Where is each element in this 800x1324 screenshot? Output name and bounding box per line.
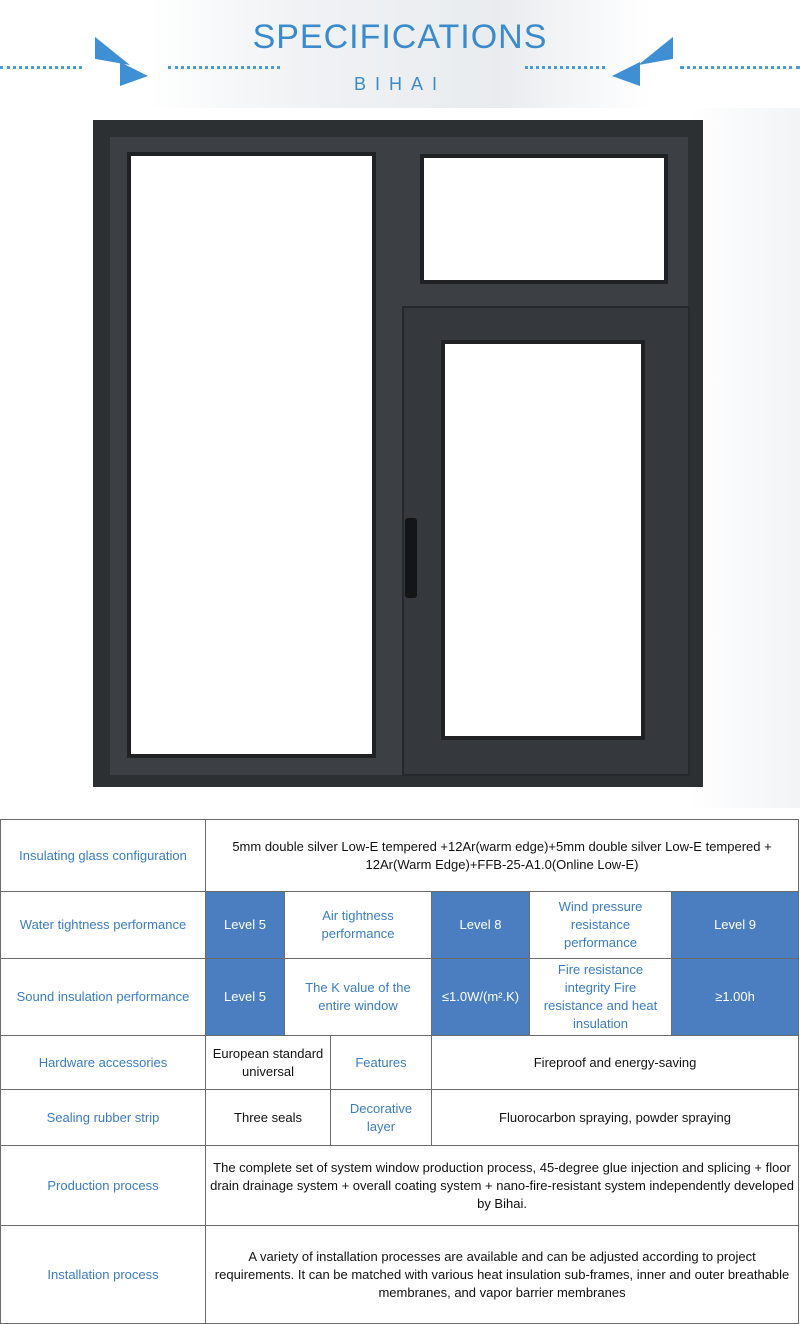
sound-insulation-label: Sound insulation performance <box>1 959 206 1036</box>
air-tightness-label: Air tightness performance <box>285 892 432 959</box>
transom-glass-pane <box>420 154 668 284</box>
production-label: Production process <box>1 1146 206 1226</box>
fire-resistance-label: Fire resistance integrity Fire resistance and heat insulation <box>530 959 672 1036</box>
table-row <box>1 820 799 892</box>
table-row <box>1 1090 799 1146</box>
dotted-divider-mid-right <box>525 66 605 69</box>
dotted-divider-right <box>680 66 800 69</box>
features-value: Fireproof and energy-saving <box>432 1036 799 1090</box>
sealing-label: Sealing rubber strip <box>1 1090 206 1146</box>
dotted-divider-mid-left <box>168 66 280 69</box>
table-row <box>1 892 799 959</box>
dotted-divider-left <box>0 66 82 69</box>
installation-label: Installation process <box>1 1226 206 1324</box>
page-title: SPECIFICATIONS <box>252 18 548 56</box>
hardware-value: European standard universal <box>206 1036 331 1090</box>
wind-pressure-value: Level 9 <box>672 892 799 959</box>
insulating-glass-label: Insulating glass configuration <box>1 820 206 892</box>
water-tightness-value: Level 5 <box>206 892 285 959</box>
decorative-value: Fluorocarbon spraying, powder spraying <box>432 1090 799 1146</box>
decorative-label: Decorative layer <box>331 1090 432 1146</box>
casement-glass-pane <box>441 340 645 740</box>
sealing-value: Three seals <box>206 1090 331 1146</box>
air-tightness-value: Level 8 <box>432 892 530 959</box>
fixed-glass-pane-left <box>127 152 376 758</box>
k-value-value: ≤1.0W/(m².K) <box>432 959 530 1036</box>
specifications-header <box>0 0 800 110</box>
production-value: The complete set of system window production process, 45-degree glue injection and splicing + floor drain drainage system + overall coating system + nano-fire-resistant system independently developed by Bihai. <box>206 1146 799 1226</box>
k-value-label: The K value of the entire window <box>285 959 432 1036</box>
fire-resistance-value: ≥1.00h <box>672 959 799 1036</box>
window-handle-icon <box>405 518 417 598</box>
wind-pressure-label: Wind pressure resistance performance <box>530 892 672 959</box>
table-row <box>1 1036 799 1090</box>
insulating-glass-value: 5mm double silver Low-E tempered +12Ar(warm edge)+5mm double silver Low-E tempered + 12Ar(Warm Edge)+FFB-25-A1.0(Online Low-E) <box>206 820 799 892</box>
installation-value: A variety of installation processes are available and can be adjusted according to project requirements. It can be matched with various heat insulation sub-frames, inner and outer breathable membranes, and vapor barrier membranes <box>206 1226 799 1324</box>
table-row <box>1 959 799 1036</box>
brand-subtitle: BIHAI <box>353 74 446 94</box>
features-label: Features <box>331 1036 432 1090</box>
specifications-table <box>0 819 799 1324</box>
sound-insulation-value: Level 5 <box>206 959 285 1036</box>
water-tightness-label: Water tightness performance <box>1 892 206 959</box>
hardware-label: Hardware accessories <box>1 1036 206 1090</box>
table-row <box>1 1146 799 1226</box>
